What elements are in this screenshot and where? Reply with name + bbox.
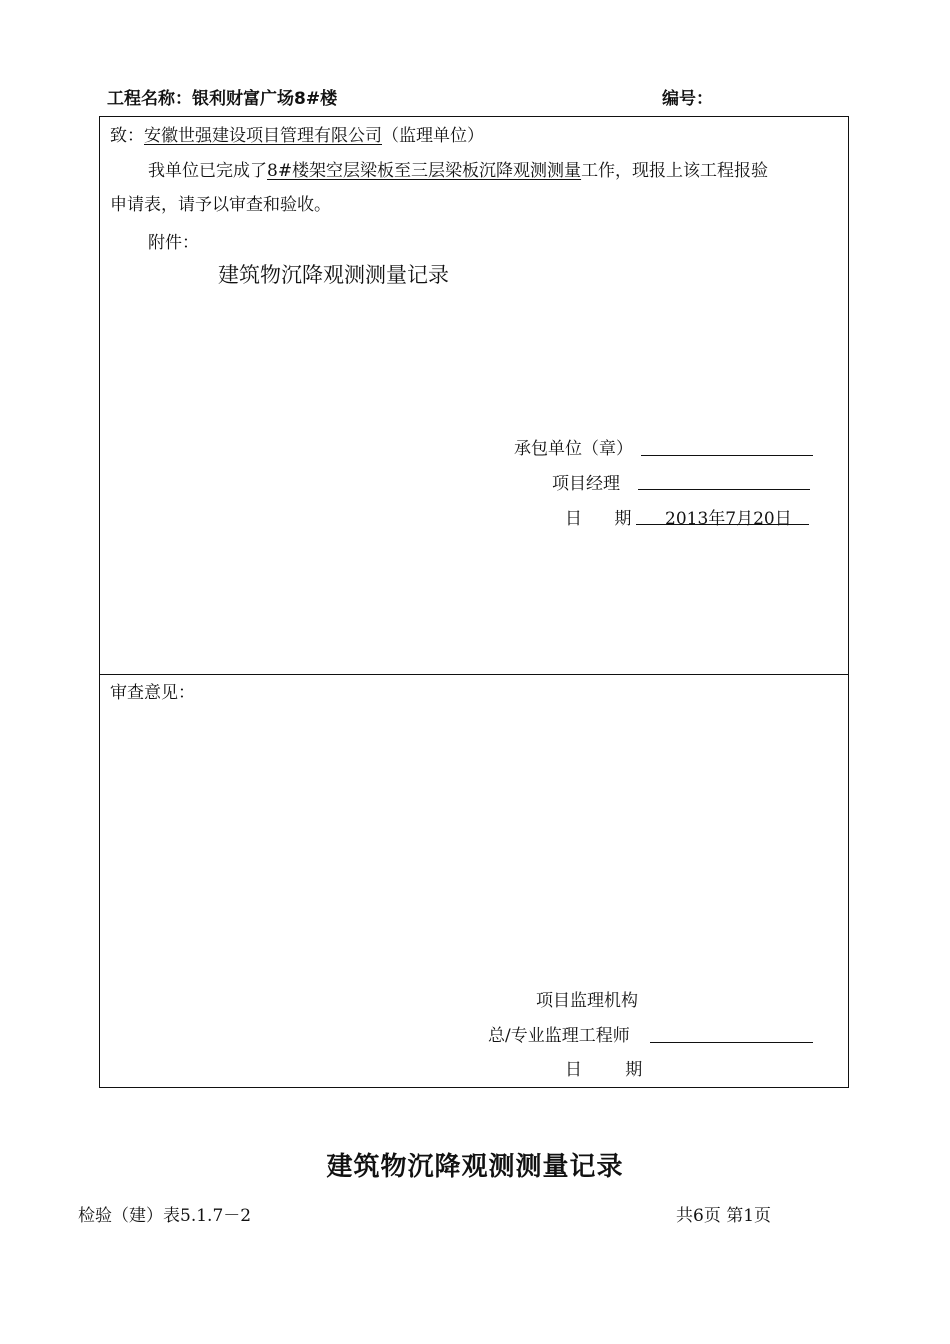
review-opinion-label: 审查意见：: [110, 683, 195, 703]
number-label: 编号：: [662, 89, 713, 109]
contractor-signature-line: [641, 455, 813, 456]
review-date-label: 日 期: [565, 1060, 643, 1080]
supervising-engineer-label: 总/专业监理工程师: [488, 1026, 630, 1046]
project-manager-label: 项目经理: [552, 474, 620, 494]
date-signature-line: [636, 524, 809, 525]
recipient-prefix: 致：: [110, 126, 144, 146]
page-info: 共6页 第1页: [676, 1206, 772, 1226]
recipient-suffix: （监理单位）: [382, 126, 484, 146]
form-code: 检验（建）表5.1.7－2: [78, 1206, 252, 1226]
recipient-line: [110, 121, 484, 146]
project-name-label: 工程名称：银利财富广场8#楼: [107, 89, 338, 109]
form-divider: [99, 674, 849, 675]
contractor-label: 承包单位（章）: [514, 439, 633, 459]
recipient-company: 安徽世强建设项目管理有限公司: [144, 126, 382, 146]
report-body-line-1: [148, 156, 768, 181]
report-date-value: 2013年7月20日: [665, 509, 792, 529]
report-date-label: 日 期: [565, 509, 632, 529]
manager-signature-line: [638, 489, 810, 490]
attachment-item: 建筑物沉降观测测量记录: [218, 263, 449, 287]
supervision-org-label: 项目监理机构: [536, 991, 638, 1011]
attachment-label: 附件：: [148, 233, 199, 253]
report-form-box: [99, 116, 849, 1088]
body-prefix: 我单位已完成了: [148, 161, 267, 181]
engineer-signature-line: [650, 1042, 813, 1043]
body-work-description: 8#楼架空层梁板至三层梁板沉降观测测量: [267, 161, 582, 181]
report-body-line-2: 申请表，请予以审查和验收。: [110, 195, 331, 215]
document-title: 建筑物沉降观测测量记录: [326, 1152, 624, 1182]
body-suffix: 工作，现报上该工程报验: [581, 161, 769, 181]
